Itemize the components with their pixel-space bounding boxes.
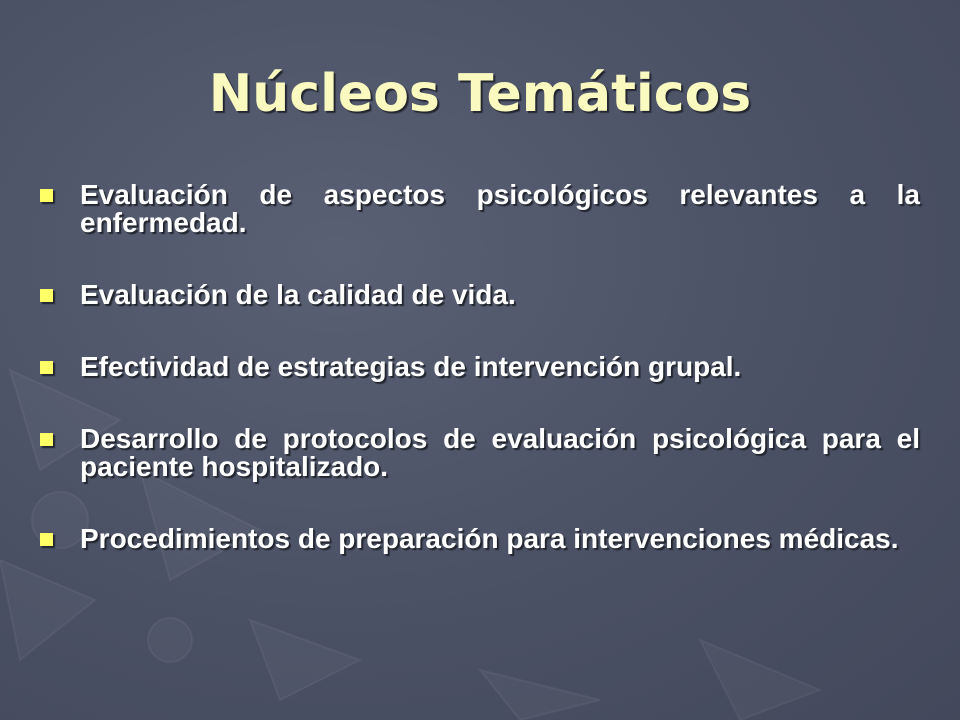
watermark-arrow-shape <box>480 670 600 720</box>
bullet-item <box>40 281 920 309</box>
watermark-arrow-shape <box>250 620 360 700</box>
bullet-text: Desarrollo de protocolos de evaluación psicológica para el paciente hospitalizado. <box>80 423 920 482</box>
square-bullet-icon <box>40 189 53 202</box>
square-bullet-icon <box>40 289 53 302</box>
bullet-text: Evaluación de la calidad de vida. <box>80 279 516 310</box>
square-bullet-icon <box>40 433 53 446</box>
bullet-item <box>40 425 920 481</box>
square-bullet-icon <box>40 361 53 374</box>
bullet-list <box>40 181 920 597</box>
bullet-item <box>40 181 920 237</box>
watermark-arrow-shape <box>700 640 820 720</box>
bullet-item <box>40 353 920 381</box>
watermark-circle-shape <box>148 618 192 662</box>
bullet-text: Efectividad de estrategias de intervención grupal. <box>80 351 742 382</box>
square-bullet-icon <box>40 533 53 546</box>
bullet-text: Evaluación de aspectos psicológicos relevantes a la enfermedad. <box>80 179 920 238</box>
slide-title: Núcleos Temáticos <box>208 64 752 124</box>
bullet-text: Procedimientos de preparación para intervenciones médicas. <box>80 523 899 554</box>
bullet-item <box>40 525 920 553</box>
